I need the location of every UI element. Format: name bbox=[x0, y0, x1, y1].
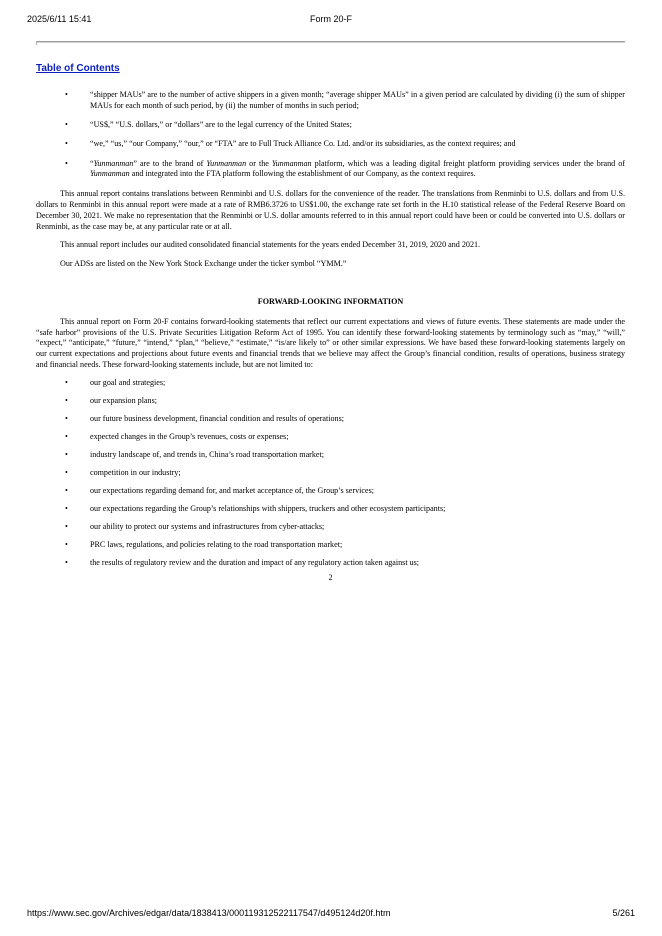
forward-looking-list bbox=[36, 378, 625, 569]
page-number: 2 bbox=[328, 573, 333, 583]
list-item bbox=[36, 486, 625, 497]
print-url: https://www.sec.gov/Archives/edgar/data/1838413/000119312522117547/d495124d20f.htm bbox=[27, 908, 391, 918]
list-item bbox=[36, 159, 625, 181]
list-item bbox=[36, 90, 625, 112]
list-item bbox=[36, 540, 625, 551]
bullet-icon: • bbox=[65, 521, 68, 531]
list-item bbox=[36, 396, 625, 407]
bullet-icon: • bbox=[65, 557, 68, 567]
forward-looking-item-text: the results of regulatory review and the duration and impact of any regulatory action taken against us; bbox=[90, 557, 420, 567]
list-item bbox=[36, 378, 625, 389]
forward-looking-item-text: our expectations regarding the Group’s relationships with shippers, truckers and other ecosystem participants; bbox=[90, 503, 446, 513]
list-item bbox=[36, 504, 625, 515]
forward-looking-item-text: our ability to protect our systems and infrastructures from cyber-attacks; bbox=[90, 521, 325, 531]
forward-looking-item-text: expected changes in the Group’s revenues, costs or expenses; bbox=[90, 431, 289, 441]
definition-text-run: or the bbox=[246, 158, 272, 168]
list-item bbox=[36, 450, 625, 461]
definition-text-run: and integrated into the FTA platform following the establishment of our Company, as the context requires. bbox=[129, 169, 476, 179]
listing-paragraph: Our ADSs are listed on the New York Stock Exchange under the ticker symbol “YMM.” bbox=[60, 259, 347, 269]
definition-text bbox=[90, 90, 625, 110]
list-item bbox=[36, 558, 625, 569]
audited-statements-paragraph: This annual report includes our audited consolidated financial statements for the years ended December 31, 2019, 2020 and 2021. bbox=[60, 240, 481, 250]
print-page-count: 5/261 bbox=[612, 908, 635, 918]
bullet-icon: • bbox=[65, 139, 68, 149]
forward-looking-item-text: PRC laws, regulations, and policies relating to the road transportation market; bbox=[90, 539, 343, 549]
bullet-icon: • bbox=[65, 467, 68, 477]
document-body bbox=[36, 90, 625, 584]
definition-text-run: “ bbox=[90, 158, 94, 168]
bullet-icon: • bbox=[65, 120, 68, 130]
bullet-icon: • bbox=[65, 539, 68, 549]
bullet-icon: • bbox=[65, 449, 68, 459]
forward-looking-intro: This annual report on Form 20-F contains forward-looking statements that reflect our current expectations and views of future events. These statements are made under the “safe harbor” provisions of the U.S. Private Securities Litigation Reform Act of 1995. You can identify these forward-looking statements by terminology such as “may,” “will,” “expect,” “anticipate,” “future,” “intend,” “plan,” “believe,” “estimate,” “is/are likely to” or other similar expressions. We have based these forward-looking statements largely on our current expectations and projections about future events and financial trends that we believe may affect the Group’s financial condition, results of operations, business strategy and financial needs. These forward-looking statements include, but are not limited to: bbox=[36, 316, 625, 370]
header-divider-tick bbox=[36, 41, 37, 45]
print-footer bbox=[27, 908, 635, 922]
forward-looking-item-text: our goal and strategies; bbox=[90, 377, 166, 387]
definition-text-run: “we,” “us,” “our Company,” “our,” or “FTA” are to Full Truck Alliance Co. Ltd. and/or its subsidiaries, as the context requires; and bbox=[90, 139, 516, 149]
bullet-icon: • bbox=[65, 395, 68, 405]
definitions-list bbox=[36, 90, 625, 180]
forward-looking-item-text: our future business development, financial condition and results of operations; bbox=[90, 413, 344, 423]
list-item bbox=[36, 139, 625, 150]
print-header bbox=[27, 14, 635, 28]
bullet-icon: • bbox=[65, 158, 68, 168]
brand-name-italic: Yunmanman bbox=[271, 158, 312, 168]
bullet-icon: • bbox=[65, 503, 68, 513]
forward-looking-item-text: competition in our industry; bbox=[90, 467, 181, 477]
table-of-contents-link[interactable]: Table of Contents bbox=[36, 63, 120, 74]
forward-looking-item-text: industry landscape of, and trends in, China’s road transportation market; bbox=[90, 449, 324, 459]
definition-text bbox=[90, 139, 516, 148]
header-divider bbox=[36, 41, 625, 43]
list-item bbox=[36, 120, 625, 131]
list-item bbox=[36, 522, 625, 533]
bullet-icon: • bbox=[65, 485, 68, 495]
definition-text-run: ” are to the brand of bbox=[133, 158, 207, 168]
forward-looking-item-text: our expansion plans; bbox=[90, 395, 157, 405]
bullet-icon: • bbox=[65, 90, 68, 99]
bullet-icon: • bbox=[65, 413, 68, 423]
translations-paragraph: This annual report contains translations between Renminbi and U.S. dollars for the convenience of the reader. The translations from Renminbi to U.S. dollars and from U.S. dollars to Renminbi in this annual report were made at a rate of RMB6.3726 to US$1.00, the exchange rate set forth in the H.10 statistical release of the Federal Reserve Board on December 30, 2021. We make no representation that the Renminbi or U.S. dollar amounts referred to in this annual report could have been or could be converted into U.S. dollars or Renminbi, as the case may be, at any particular rate or at all. bbox=[36, 189, 625, 231]
definition-text bbox=[90, 159, 625, 179]
list-item bbox=[36, 432, 625, 443]
definition-text-run: platform, which was a leading digital freight platform providing services under the brand of bbox=[311, 158, 625, 168]
brand-name-italic: Yunmanman bbox=[93, 158, 134, 168]
list-item bbox=[36, 414, 625, 425]
definition-text bbox=[90, 120, 352, 129]
definition-text-run: “shipper MAUs” are to the number of active shippers in a given month; “average shipper MAUs” in a given period are calculated by dividing (i) the sum of shipper MAUs for each month of such period, by (ii) the number of months in such period; bbox=[90, 90, 625, 110]
bullet-icon: • bbox=[65, 377, 68, 387]
print-doc-title: Form 20-F bbox=[309, 14, 352, 24]
bullet-icon: • bbox=[65, 431, 68, 441]
brand-name-italic: Yunmanman bbox=[206, 158, 247, 168]
print-datetime: 2025/6/11 15:41 bbox=[27, 14, 92, 24]
forward-looking-item-text: our expectations regarding demand for, and market acceptance of, the Group’s services; bbox=[90, 485, 374, 495]
list-item bbox=[36, 468, 625, 479]
brand-name-italic: Yunmanman bbox=[90, 169, 130, 179]
definition-text-run: “US$,” “U.S. dollars,” or “dollars” are to the legal currency of the United States; bbox=[90, 120, 352, 130]
section-heading: FORWARD-LOOKING INFORMATION bbox=[257, 297, 404, 307]
